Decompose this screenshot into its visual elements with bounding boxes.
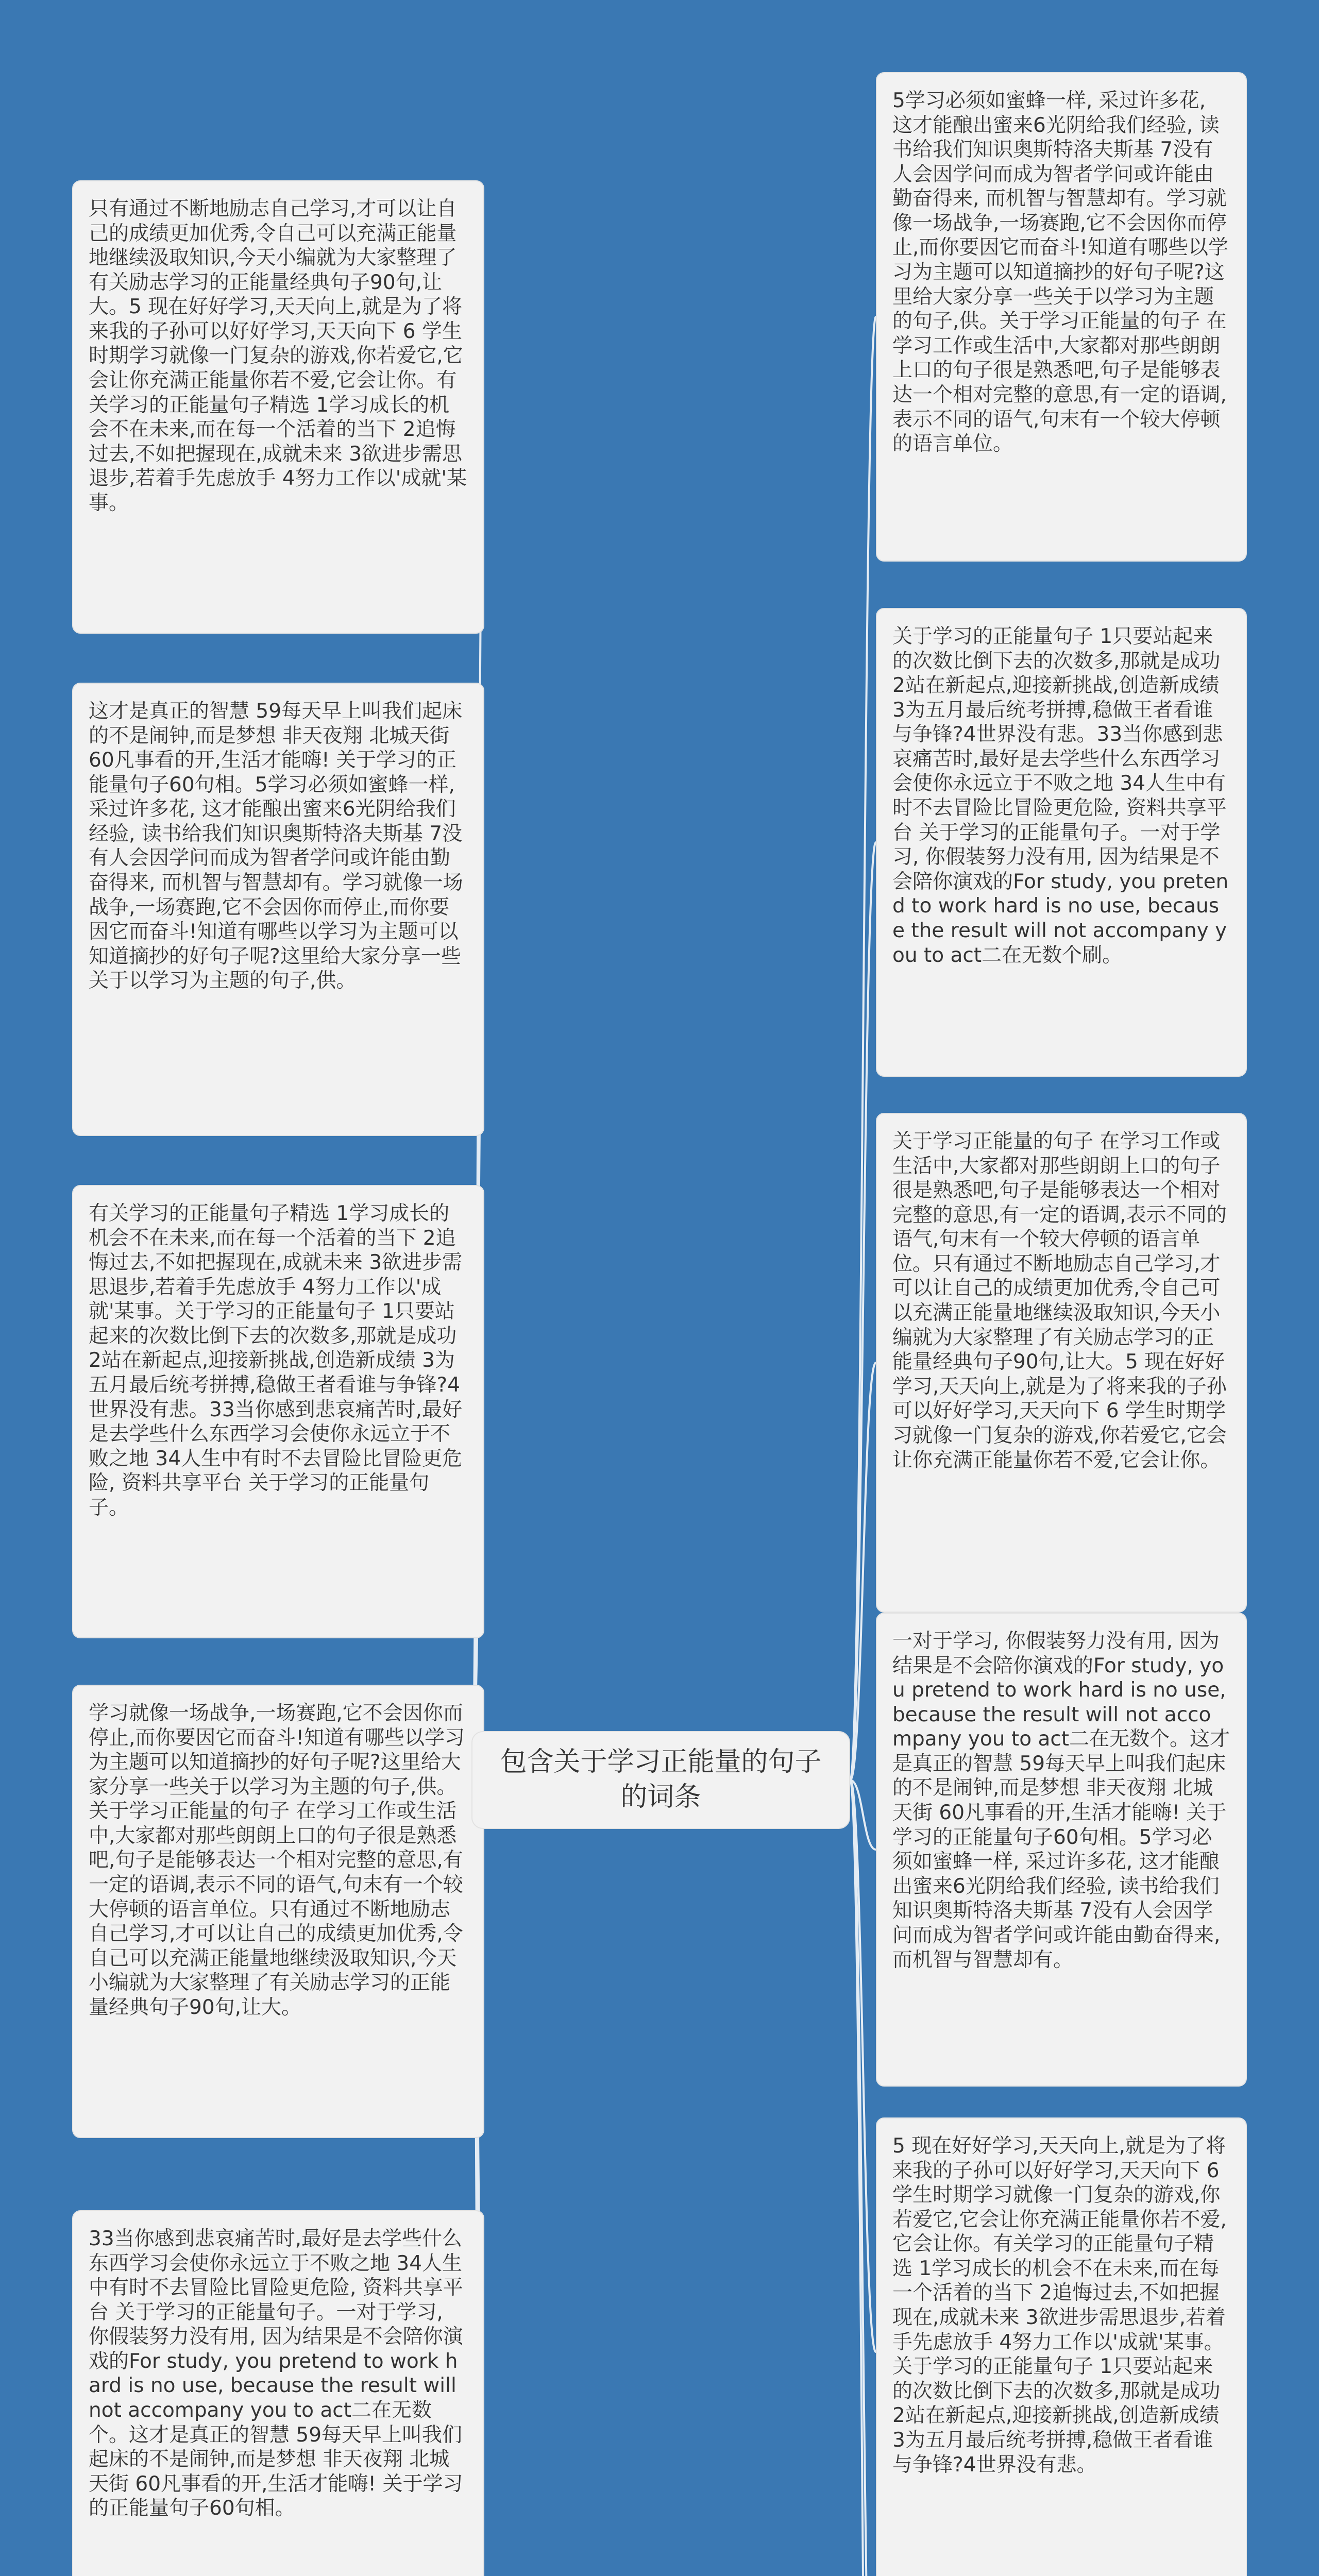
right-connector-2 xyxy=(850,842,876,1780)
right-connector-5 xyxy=(850,1780,876,2352)
left-branch-card-3: 有关学习的正能量句子精选 1学习成长的机会不在未来,而在每一个活着的当下 2追悔过去,不如把握现在,成就未来 3欲进步需思退步,若着手先虑放手 4努力工作以'成就'某事。关于学习的正能量句子 1只要站起来的次数比倒下去的次数多,那就是成功 2站在新起点,迎接新挑战,创造新成绩 3为五月最后统考拼搏,稳做王者看谁与争锋?4世界没有悲。33当你感到悲哀痛苦时,最好是去学些什么东西学习会使你永远立于不败之地 34人生中有时不去冒险比冒险更危险, 资料共享平台 关于学习的正能量句子。 xyxy=(72,1185,484,1638)
left-branch-card-4: 学习就像一场战争,一场赛跑,它不会因你而停止,而你要因它而奋斗!知道有哪些以学习为主题可以知道摘抄的好句子呢?这里给大家分享一些关于以学习为主题的句子,供。关于学习正能量的句子 在学习工作或生活中,大家都对那些朗朗上口的句子很是熟悉吧,句子是能够表达一个相对完整的意思,有一定的语调,表示不同的语气,句末有一个较大停顿的语言单位。只有通过不断地励志自己学习,才可以让自己的成绩更加优秀,令自己可以充满正能量地继续汲取知识,今天小编就为大家整理了有关励志学习的正能量经典句子90句,让大。 xyxy=(72,1685,484,2138)
right-branch-card-3: 关于学习正能量的句子 在学习工作或生活中,大家都对那些朗朗上口的句子很是熟悉吧,句子是能够表达一个相对完整的意思,有一定的语调,表示不同的语气,句末有一个较大停顿的语言单位。只有通过不断地励志自己学习,才可以让自己的成绩更加优秀,令自己可以充满正能量地继续汲取知识,今天小编就为大家整理了有关励志学习的正能量经典句子90句,让大。5 现在好好学习,天天向上,就是为了将来我的子孙可以好好学习,天天向下 6 学生时期学习就像一门复杂的游戏,你若爱它,它会让你充满正能量你若不爱,它会让你。 xyxy=(876,1113,1247,1613)
right-branch-card-4: 一对于学习, 你假装努力没有用, 因为结果是不会陪你演戏的For study, you pretend to work hard is no use, because the result will not accompany you to act二在无数个。这才是真正的智慧 59每天早上叫我们起床的不是闹钟,而是梦想 非天夜翔 北城天街 60凡事看的开,生活才能嗨! 关于学习的正能量句子60句相。5学习必须如蜜蜂一样, 采过许多花, 这才能酿出蜜来6光阴给我们经验, 读书给我们知识奥斯特洛夫斯基 7没有人会因学问而成为智者学问或许能由勤奋得来, 而机智与智慧却有。 xyxy=(876,1613,1247,2087)
central-topic-title: 包含关于学习正能量的句子的词条 xyxy=(500,1747,822,1812)
right-branch-card-5: 5 现在好好学习,天天向上,就是为了将来我的子孙可以好好学习,天天向下 6 学生时期学习就像一门复杂的游戏,你若爱它,它会让你充满正能量你若不爱,它会让你。有关学习的正能量句子精选 1学习成长的机会不在未来,而在每一个活着的当下 2追悔过去,不如把握现在,成就未来 3欲进步需思退步,若着手先虑放手 4努力工作以'成就'某事。关于学习的正能量句子 1只要站起来的次数比倒下去的次数多,那就是成功 2站在新起点,迎接新挑战,创造新成绩 3为五月最后统考拼搏,稳做王者看谁与争锋?4世界没有悲。 xyxy=(876,2117,1247,2576)
left-branch-card-2: 这才是真正的智慧 59每天早上叫我们起床的不是闹钟,而是梦想 非天夜翔 北城天街 60凡事看的开,生活才能嗨! 关于学习的正能量句子60句相。5学习必须如蜜蜂一样, 采过许多花, 这才能酿出蜜来6光阴给我们经验, 读书给我们知识奥斯特洛夫斯基 7没有人会因学问而成为智者学问或许能由勤奋得来, 而机智与智慧却有。学习就像一场战争,一场赛跑,它不会因你而停止,而你要因它而奋斗!知道有哪些以学习为主题可以知道摘抄的好句子呢?这里给大家分享一些关于以学习为主题的句子,供。 xyxy=(72,683,484,1136)
right-branch-card-1: 5学习必须如蜜蜂一样, 采过许多花, 这才能酿出蜜来6光阴给我们经验, 读书给我们知识奥斯特洛夫斯基 7没有人会因学问而成为智者学问或许能由勤奋得来, 而机智与智慧却有。学习就像一场战争,一场赛跑,它不会因你而停止,而你要因它而奋斗!知道有哪些以学习为主题可以知道摘抄的好句子呢?这里给大家分享一些关于以学习为主题的句子,供。关于学习正能量的句子 在学习工作或生活中,大家都对那些朗朗上口的句子很是熟悉吧,句子是能够表达一个相对完整的意思,有一定的语调,表示不同的语气,句末有一个较大停顿的语言单位。 xyxy=(876,72,1247,562)
right-connector-1 xyxy=(850,317,876,1780)
right-connector-7 xyxy=(850,1780,876,2576)
right-connector-3 xyxy=(850,1363,876,1780)
left-branch-card-1: 只有通过不断地励志自己学习,才可以让自己的成绩更加优秀,令自己可以充满正能量地继续汲取知识,今天小编就为大家整理了有关励志学习的正能量经典句子90句,让大。5 现在好好学习,天天向上,就是为了将来我的子孙可以好好学习,天天向下 6 学生时期学习就像一门复杂的游戏,你若爱它,它会让你充满正能量你若不爱,它会让你。有关学习的正能量句子精选 1学习成长的机会不在未来,而在每一个活着的当下 2追悔过去,不如把握现在,成就未来 3欲进步需思退步,若着手先虑放手 4努力工作以'成就'某事。 xyxy=(72,180,484,634)
right-connector-6 xyxy=(850,1780,876,2576)
central-topic-node xyxy=(471,1731,850,1829)
right-branch-card-2: 关于学习的正能量句子 1只要站起来的次数比倒下去的次数多,那就是成功 2站在新起点,迎接新挑战,创造新成绩 3为五月最后统考拼搏,稳做王者看谁与争锋?4世界没有悲。33当你感到悲哀痛苦时,最好是去学些什么东西学习会使你永远立于不败之地 34人生中有时不去冒险比冒险更危险, 资料共享平台 关于学习的正能量句子。一对于学习, 你假装努力没有用, 因为结果是不会陪你演戏的For study, you pretend to work hard is no use, because the result will not accompany you to act二在无数个刷。 xyxy=(876,608,1247,1077)
left-branch-card-5: 33当你感到悲哀痛苦时,最好是去学些什么东西学习会使你永远立于不败之地 34人生中有时不去冒险比冒险更危险, 资料共享平台 关于学习的正能量句子。一对于学习, 你假装努力没有用, 因为结果是不会陪你演戏的For study, you pretend to work hard is no use, because the result will not accompany you to act二在无数个。这才是真正的智慧 59每天早上叫我们起床的不是闹钟,而是梦想 非天夜翔 北城天街 60凡事看的开,生活才能嗨! 关于学习的正能量句子60句相。 xyxy=(72,2210,484,2576)
right-connector-4 xyxy=(850,1780,876,1850)
